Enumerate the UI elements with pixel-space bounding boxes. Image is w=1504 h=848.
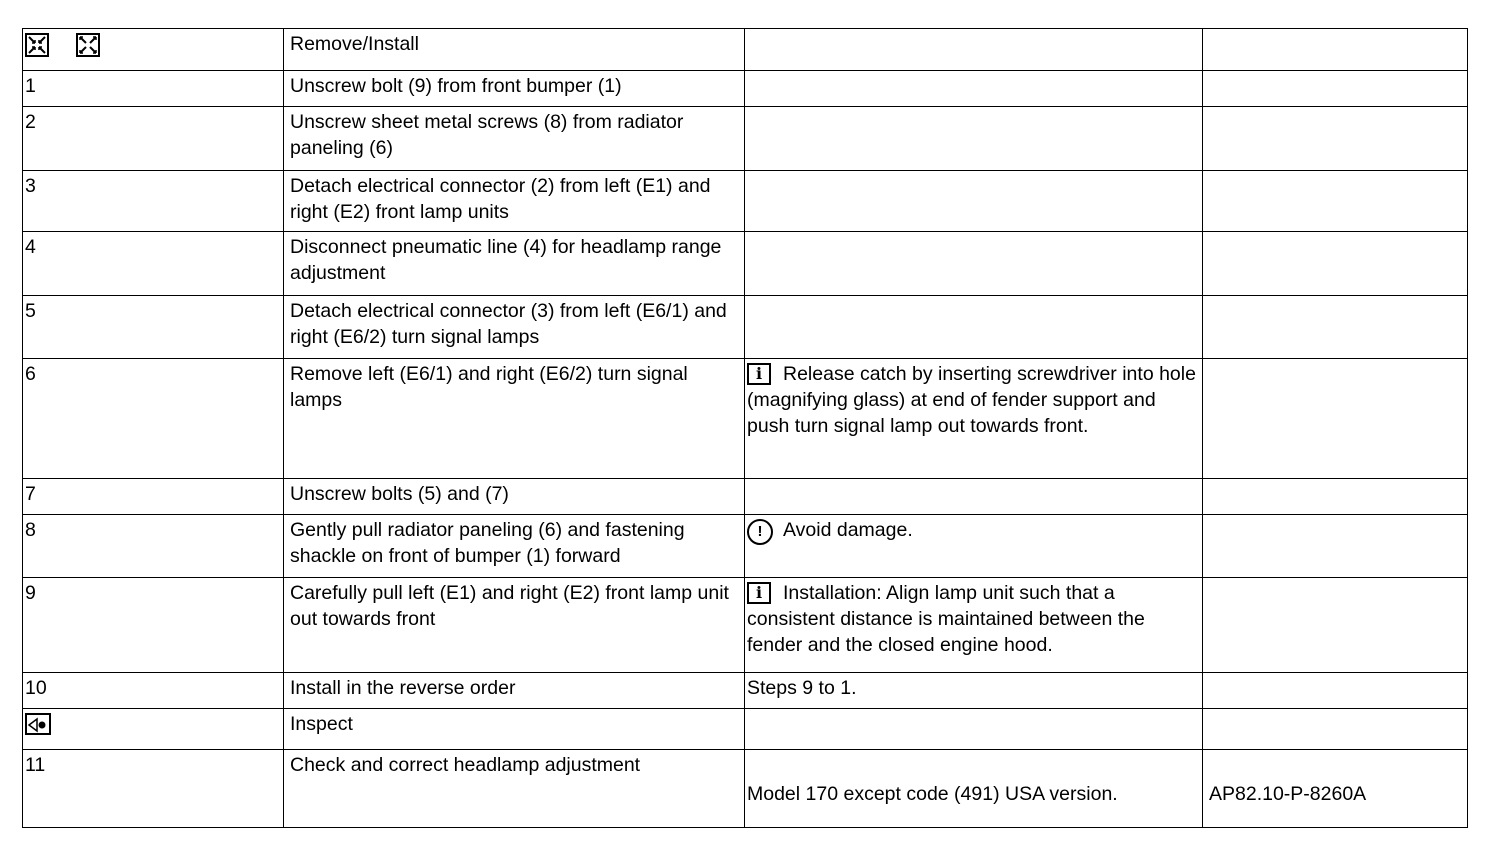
step-text: Detach electrical connector (2) from left (E1) and right (E2) front lamp units bbox=[290, 175, 711, 223]
step-text: Check and correct headlamp adjustment bbox=[290, 754, 641, 776]
step-row bbox=[23, 296, 1468, 359]
header-title: Remove/Install bbox=[290, 33, 419, 55]
inspect-row bbox=[23, 709, 1468, 750]
step-row bbox=[23, 232, 1468, 296]
step-note bbox=[747, 515, 1202, 545]
header-icons-cell bbox=[23, 29, 284, 71]
step-number: 10 bbox=[25, 677, 47, 699]
reference-link[interactable]: AP82.10-P-8260A bbox=[1209, 783, 1367, 805]
note-text: Installation: Align lamp unit such that a consistent distance is maintained between the fender and the closed engine hood. bbox=[747, 582, 1145, 656]
info-icon: i bbox=[747, 363, 771, 385]
step-text: Gently pull radiator paneling (6) and fastening shackle on front of bumper (1) forward bbox=[290, 519, 685, 567]
step-text: Detach electrical connector (3) from left (E6/1) and right (E6/2) turn signal lamps bbox=[290, 300, 727, 348]
note-text: Release catch by inserting screwdriver into hole (magnifying glass) at end of fender support and push turn signal lamp out towards front. bbox=[747, 363, 1196, 437]
step-number: 4 bbox=[25, 236, 36, 258]
step-number: 1 bbox=[25, 75, 36, 97]
step-number: 5 bbox=[25, 300, 36, 322]
inspect-icon bbox=[25, 713, 51, 735]
step-number: 7 bbox=[25, 483, 36, 505]
inspect-title: Inspect bbox=[290, 713, 353, 735]
step-note bbox=[747, 578, 1202, 658]
header-title-cell bbox=[284, 29, 745, 71]
step-number: 11 bbox=[25, 754, 46, 776]
step-row bbox=[23, 673, 1468, 709]
header-row bbox=[23, 29, 1468, 71]
step-number: 3 bbox=[25, 175, 36, 197]
step-text: Carefully pull left (E1) and right (E2) front lamp unit out towards front bbox=[290, 582, 729, 630]
caution-icon: ! bbox=[747, 519, 773, 545]
step-number: 2 bbox=[25, 111, 36, 133]
step-text: Unscrew sheet metal screws (8) from radiator paneling (6) bbox=[290, 111, 684, 159]
step-number: 6 bbox=[25, 363, 36, 385]
procedure-table bbox=[22, 28, 1468, 828]
remove-icon bbox=[25, 33, 49, 57]
step-row bbox=[23, 479, 1468, 515]
step-note: Steps 9 to 1. bbox=[747, 677, 857, 699]
step-row bbox=[23, 515, 1468, 578]
step-number: 9 bbox=[25, 582, 36, 604]
step-text: Unscrew bolts (5) and (7) bbox=[290, 483, 509, 505]
step-row bbox=[23, 578, 1468, 673]
model-note: Model 170 except code (491) USA version. bbox=[747, 783, 1118, 805]
info-icon: i bbox=[747, 582, 771, 604]
step-text: Remove left (E6/1) and right (E6/2) turn signal lamps bbox=[290, 363, 688, 411]
step-row bbox=[23, 71, 1468, 107]
step-row bbox=[23, 107, 1468, 171]
step-row bbox=[23, 359, 1468, 479]
step-note bbox=[747, 359, 1202, 439]
install-icon bbox=[76, 33, 100, 57]
step-text: Unscrew bolt (9) from front bumper (1) bbox=[290, 75, 622, 97]
step-row bbox=[23, 171, 1468, 232]
step-text: Disconnect pneumatic line (4) for headlamp range adjustment bbox=[290, 236, 722, 284]
step-row bbox=[23, 750, 1468, 828]
step-number: 8 bbox=[25, 519, 36, 541]
note-text: Avoid damage. bbox=[783, 519, 913, 541]
step-text: Install in the reverse order bbox=[290, 677, 516, 699]
